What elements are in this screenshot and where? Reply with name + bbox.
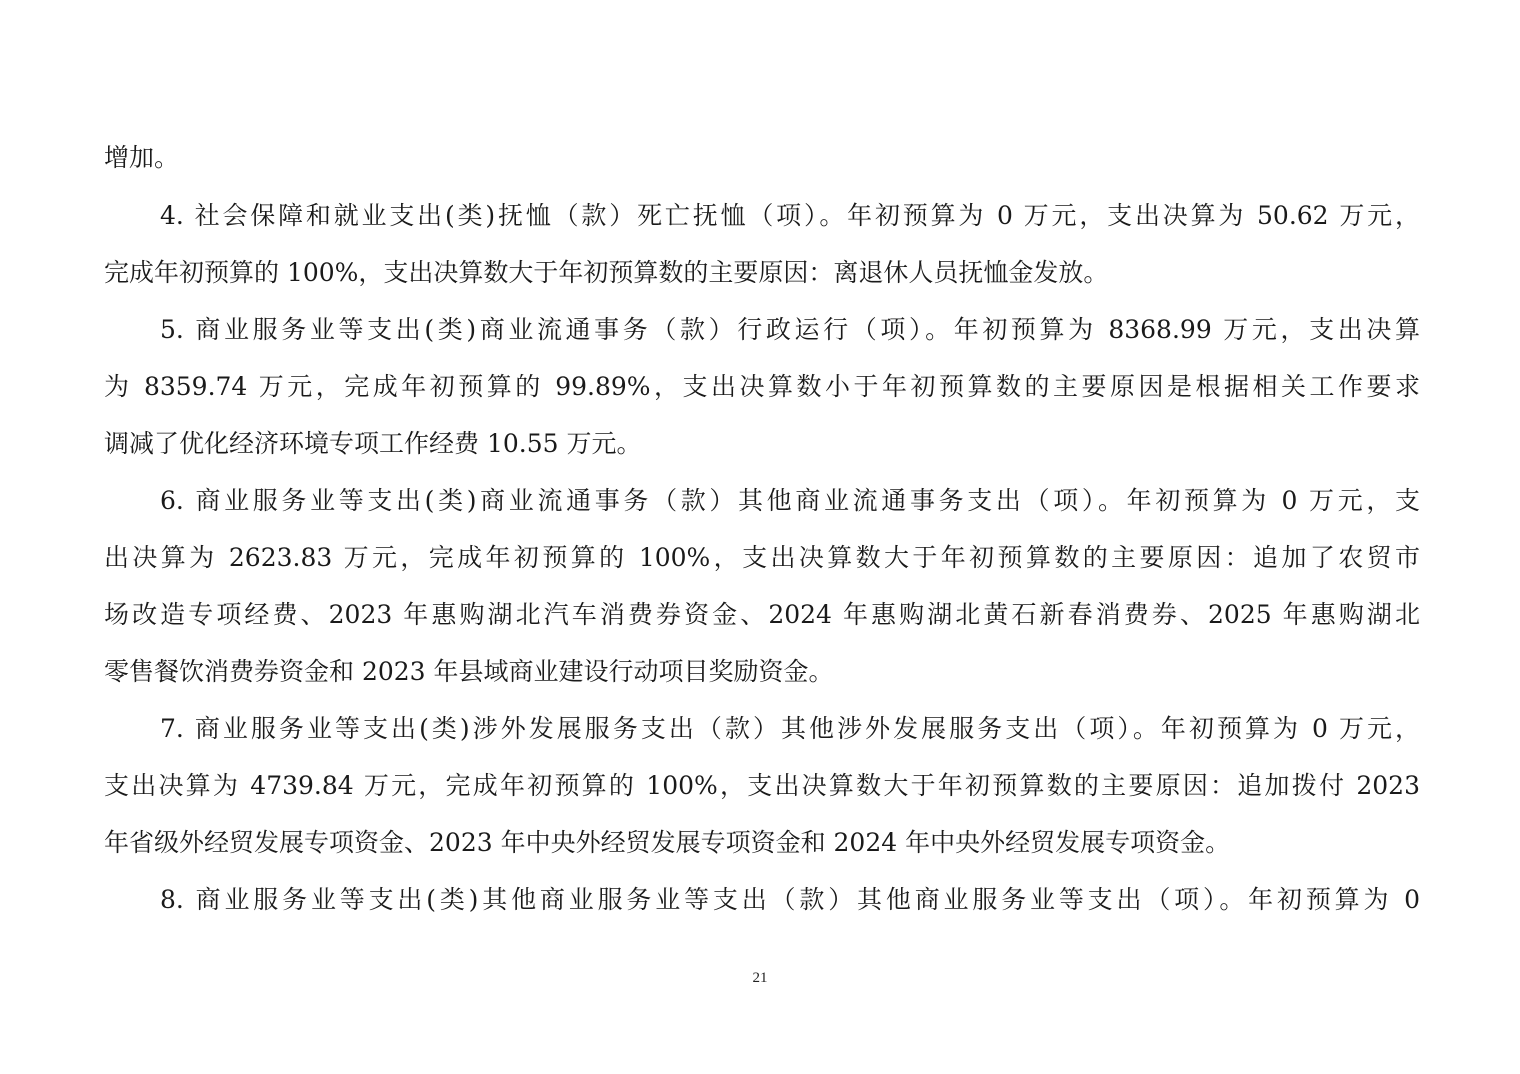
text-line: 增加。	[104, 143, 180, 172]
text-line: 为 8359.74 万元，完成年初预算的 99.89%，支出决算数小于年初预算数的主要原因是根据相关工作要求	[104, 372, 1420, 401]
text-line: 5. 商业服务业等支出(类)商业流通事务（款）行政运行（项）。年初预算为 8368.99 万元，支出决算	[160, 315, 1420, 344]
text-line: 年省级外经贸发展专项资金、2023 年中央外经贸发展专项资金和 2024 年中央外经贸发展专项资金。	[104, 828, 1231, 857]
text-line: 支出决算为 4739.84 万元，完成年初预算的 100%，支出决算数大于年初预算数的主要原因：追加拨付 2023	[104, 771, 1420, 800]
text-line: 7. 商业服务业等支出(类)涉外发展服务支出（款）其他涉外发展服务支出（项）。年初预算为 0 万元，	[160, 714, 1420, 743]
text-line: 场改造专项经费、2023 年惠购湖北汽车消费券资金、2024 年惠购湖北黄石新春消费券、2025 年惠购湖北	[104, 600, 1420, 629]
text-line: 零售餐饮消费券资金和 2023 年县域商业建设行动项目奖励资金。	[104, 657, 834, 686]
text-line: 6. 商业服务业等支出(类)商业流通事务（款）其他商业流通事务支出（项）。年初预算为 0 万元，支	[160, 486, 1420, 515]
text-line: 完成年初预算的 100%，支出决算数大于年初预算数的主要原因：离退休人员抚恤金发放。	[104, 258, 1109, 287]
text-line: 4. 社会保障和就业支出(类)抚恤（款）死亡抚恤（项）。年初预算为 0 万元，支出决算为 50.62 万元，	[160, 201, 1420, 230]
text-line: 出决算为 2623.83 万元，完成年初预算的 100%，支出决算数大于年初预算数的主要原因：追加了农贸市	[104, 543, 1420, 572]
text-line: 8. 商业服务业等支出(类)其他商业服务业等支出（款）其他商业服务业等支出（项）。年初预算为 0	[160, 885, 1420, 914]
page-number: 21	[752, 970, 768, 986]
text-line: 调减了优化经济环境专项工作经费 10.55 万元。	[104, 429, 642, 458]
